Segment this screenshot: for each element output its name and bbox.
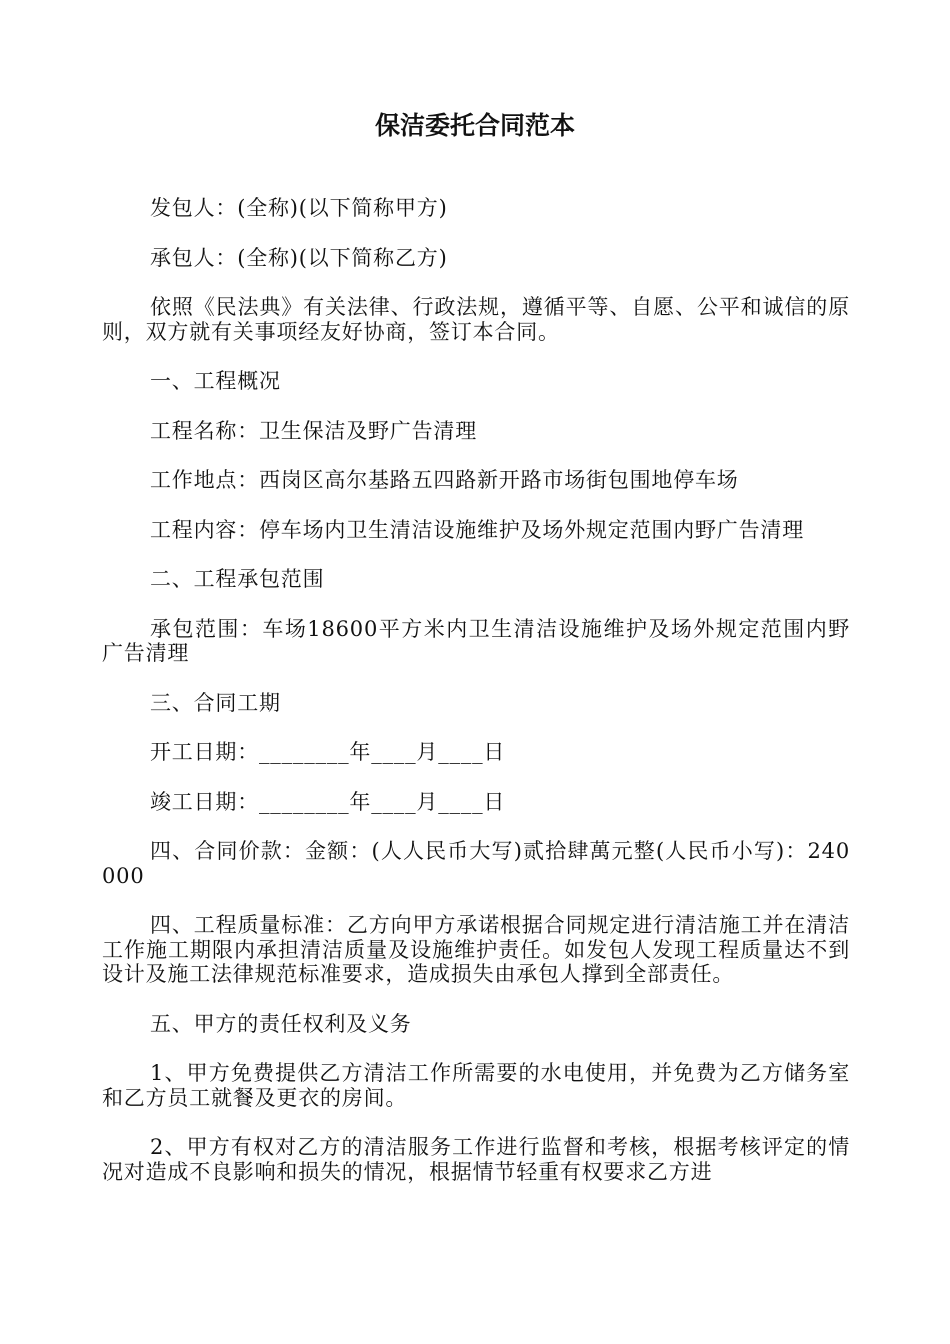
preamble-paragraph: 依照《民法典》有关法律、行政法规，遵循平等、自愿、公平和诚信的原则，双方就有关事项经友好协商，签订本合同。 [102,295,850,344]
document-body [102,196,850,1209]
document-title: 保洁委托合同范本 [374,111,575,140]
party-a-duty-2: 2、甲方有权对乙方的清洁服务工作进行监督和考核，根据考核评定的情况对造成不良影响和损失的情况，根据情节轻重有权要求乙方进 [102,1135,850,1184]
party-b-line: 承包人：(全称)(以下简称乙方) [150,245,448,270]
section-heading-contract-period: 三、合同工期 [150,690,281,715]
party-a-line: 发包人：(全称)(以下简称甲方) [150,196,448,220]
start-date-line: 开工日期：________年____月____日 [150,740,506,764]
completion-date-line: 竣工日期：________年____月____日 [150,789,506,814]
project-content-paragraph: 工程内容：停车场内卫生清洁设施维护及场外规定范围内野广告清理 [150,517,804,542]
project-name-line: 工程名称：卫生保洁及野广告清理 [150,418,477,443]
work-location-line: 工作地点：西岗区高尔基路五四路新开路市场街包围地停车场 [150,468,739,492]
section-heading-contract-scope: 二、工程承包范围 [150,567,325,591]
section-heading-project-overview: 一、工程概况 [150,369,281,393]
quality-standard-paragraph: 四、工程质量标准：乙方向甲方承诺根据合同规定进行清洁施工并在清洁工作施工期限内承担清洁质量及设施维护责任。如发包人发现工程质量达不到设计及施工法律规范标准要求，造成损失由承包人撑到全部责任。 [102,913,850,986]
party-a-duty-1: 1、甲方免费提供乙方清洁工作所需要的水电使用，并免费为乙方储务室和乙方员工就餐及更衣的房间。 [102,1061,850,1110]
section-heading-party-a-duties: 五、甲方的责任权利及义务 [150,1011,412,1036]
scope-paragraph: 承包范围：车场18600平方米内卫生清洁设施维护及场外规定范围内野广告清理 [102,616,850,665]
contract-price-paragraph: 四、合同价款：金额：(人人民币大写)贰拾肆萬元整(人民币小写)：240000 [102,839,850,888]
